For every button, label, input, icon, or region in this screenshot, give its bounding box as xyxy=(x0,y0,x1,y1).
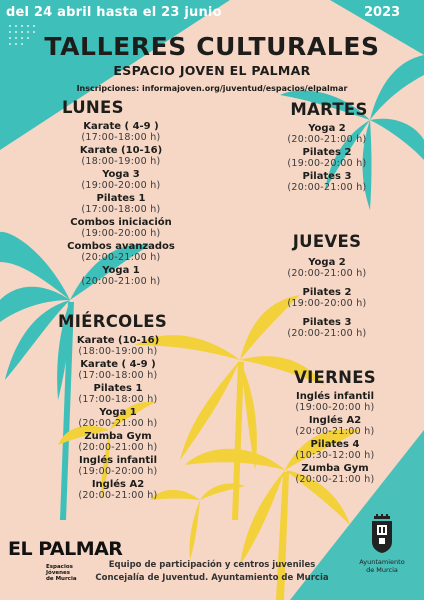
class-name: Combos avanzados xyxy=(67,241,175,252)
class-time: (19:00-20:00 h) xyxy=(295,402,375,413)
logo-sub-line: Espacios xyxy=(46,564,73,570)
class-time: (20:00-21:00 h) xyxy=(78,442,158,453)
class-time: (19:00-20:00 h) xyxy=(81,180,161,191)
class-time: (19:00-20:00 h) xyxy=(78,466,158,477)
class-name: Zumba Gym xyxy=(301,463,369,474)
class-entry xyxy=(56,145,186,169)
class-name: Inglés A2 xyxy=(308,415,362,426)
day-miercoles xyxy=(48,312,188,503)
class-name: Karate ( 4-9 ) xyxy=(80,359,156,370)
year: 2023 xyxy=(364,5,401,20)
class-time: (20:00-21:00 h) xyxy=(287,182,367,193)
class-name: Pilates 2 xyxy=(302,287,352,298)
class-entry xyxy=(270,463,400,487)
class-entry xyxy=(56,241,186,265)
class-entry xyxy=(56,217,186,241)
class-entry xyxy=(262,257,392,287)
class-time: (17:00-18:00 h) xyxy=(81,132,161,143)
class-entry xyxy=(48,431,188,455)
registration-link[interactable]: Inscripciones: informajoven.org/juventud/espacios/elpalmar xyxy=(76,84,348,93)
class-entry xyxy=(56,193,186,217)
class-name: Yoga 2 xyxy=(308,123,346,134)
class-name: Pilates 1 xyxy=(93,383,143,394)
class-time: (20:00-21:00 h) xyxy=(81,252,161,263)
class-entry xyxy=(270,391,400,415)
class-entry xyxy=(262,287,392,317)
class-name: Yoga 1 xyxy=(99,407,137,418)
footer-line-1: Equipo de participación y centros juveniles xyxy=(108,560,316,570)
class-name: Yoga 1 xyxy=(102,265,140,276)
logo-sub-line: de Murcia xyxy=(46,576,77,582)
class-name: Karate ( 4-9 ) xyxy=(83,121,159,132)
day-title-viernes: VIERNES xyxy=(294,368,376,387)
day-martes xyxy=(262,100,392,195)
logo-sub-line: Jóvenes xyxy=(46,570,71,576)
class-time: (19:00-20:00 h) xyxy=(287,298,367,309)
class-time: (19:00-20:00 h) xyxy=(81,228,161,239)
day-title-jueves: JUEVES xyxy=(292,232,362,251)
class-entry xyxy=(262,147,392,171)
class-time: (20:00-21:00 h) xyxy=(287,268,367,279)
class-name: Inglés infantil xyxy=(78,455,158,466)
day-title-miercoles: MIÉRCOLES xyxy=(58,312,168,331)
coat-of-arms-icon xyxy=(369,514,395,554)
class-time: (20:00-21:00 h) xyxy=(78,490,158,501)
class-time: (20:00-21:00 h) xyxy=(78,418,158,429)
class-name: Combos iniciación xyxy=(70,217,172,228)
el-palmar-logo xyxy=(8,538,122,560)
class-entry xyxy=(56,169,186,193)
day-title-martes: MARTES xyxy=(290,100,368,119)
day-title-lunes: LUNES xyxy=(62,98,124,117)
class-time: (18:00-19:00 h) xyxy=(78,346,158,357)
class-name: Pilates 3 xyxy=(302,317,352,328)
class-name: Karate (10-16) xyxy=(79,145,163,156)
class-name: Pilates 2 xyxy=(302,147,352,158)
class-entry xyxy=(262,123,392,147)
ayuntamiento-logo xyxy=(350,514,414,574)
class-entry xyxy=(270,439,400,463)
footer-line-2: Concejalía de Juventud. Ayuntamiento de Murcia xyxy=(95,573,329,583)
poster-title: TALLERES CULTURALES xyxy=(44,32,380,61)
class-entry xyxy=(270,415,400,439)
class-name: Inglés infantil xyxy=(295,391,375,402)
class-time: (17:00-18:00 h) xyxy=(78,394,158,405)
class-time: (10:30-12:00 h) xyxy=(295,450,375,461)
class-entry xyxy=(48,479,188,503)
class-time: (17:00-18:00 h) xyxy=(81,204,161,215)
class-entry xyxy=(56,265,186,289)
class-time: (20:00-21:00 h) xyxy=(287,134,367,145)
class-name: Karate (10-16) xyxy=(76,335,160,346)
class-entry xyxy=(48,383,188,407)
class-time: (20:00-21:00 h) xyxy=(287,328,367,339)
class-entry xyxy=(262,171,392,195)
class-entry xyxy=(48,407,188,431)
ayuntamiento-line-1: Ayuntamiento xyxy=(359,558,405,566)
class-entry xyxy=(48,335,188,359)
class-entry xyxy=(48,359,188,383)
logo-main-text: EL PALMAR xyxy=(8,538,123,560)
class-name: Pilates 1 xyxy=(96,193,146,204)
date-range: del 24 abril hasta el 23 junio xyxy=(6,5,222,20)
class-entry xyxy=(48,455,188,479)
class-time: (17:00-18:00 h) xyxy=(78,370,158,381)
class-time: (20:00-21:00 h) xyxy=(295,426,375,437)
day-jueves xyxy=(262,232,392,347)
class-time: (20:00-21:00 h) xyxy=(81,276,161,287)
class-entry xyxy=(262,317,392,347)
class-name: Pilates 4 xyxy=(310,439,360,450)
class-name: Yoga 3 xyxy=(102,169,140,180)
class-time: (19:00-20:00 h) xyxy=(287,158,367,169)
day-lunes xyxy=(56,98,186,289)
class-name: Yoga 2 xyxy=(308,257,346,268)
class-name: Zumba Gym xyxy=(84,431,152,442)
class-entry xyxy=(56,121,186,145)
ayuntamiento-line-2: de Murcia xyxy=(366,566,398,574)
class-time: (20:00-21:00 h) xyxy=(295,474,375,485)
class-time: (18:00-19:00 h) xyxy=(81,156,161,167)
poster-subtitle: ESPACIO JOVEN EL PALMAR xyxy=(113,63,311,78)
class-name: Pilates 3 xyxy=(302,171,352,182)
day-viernes xyxy=(270,368,400,487)
class-name: Inglés A2 xyxy=(91,479,145,490)
